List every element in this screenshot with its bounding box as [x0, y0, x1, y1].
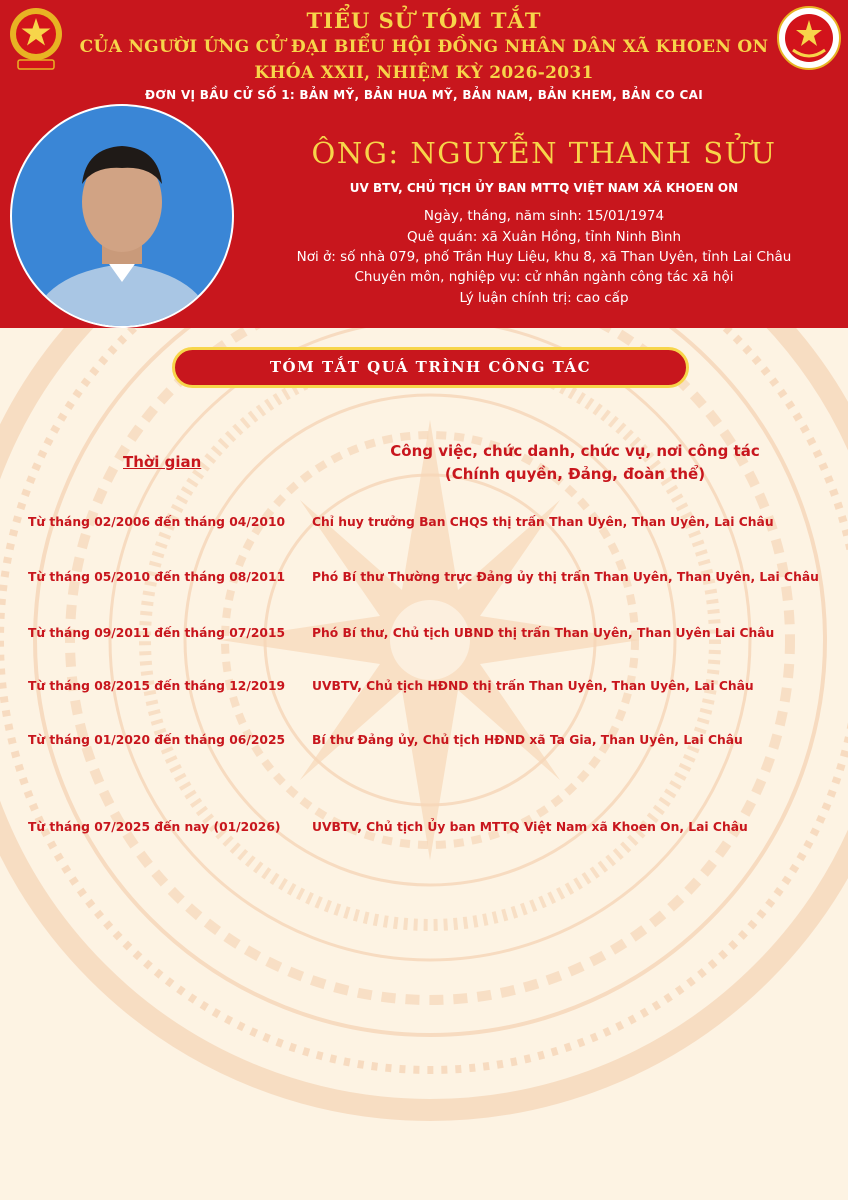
career-section-banner [172, 347, 689, 388]
info-hometown: Quê quán: xã Xuân Hồng, tỉnh Ninh Bình [407, 229, 681, 245]
header-banner [0, 0, 848, 328]
career-row-work: Bí thư Đảng ủy, Chủ tịch HĐND xã Ta Gia, Than Uyên, Lai Châu [312, 733, 743, 747]
career-row-time: Từ tháng 08/2015 đến tháng 12/2019 [28, 679, 286, 693]
info-residence: Nơi ở: số nhà 079, phố Trần Huy Liệu, khu 8, xã Than Uyên, tỉnh Lai Châu [296, 249, 792, 265]
column-header-work-line1: Công việc, chức danh, chức vụ, nơi công tác [390, 442, 760, 460]
career-section-title: TÓM TẮT QUÁ TRÌNH CÔNG TÁC [269, 358, 592, 376]
career-row-work: Phó Bí thư Thường trực Đảng ủy thị trấn Than Uyên, Than Uyên, Lai Châu [312, 570, 819, 584]
career-row-work: UVBTV, Chủ tịch HĐND thị trấn Than Uyên, Than Uyên, Lai Châu [312, 679, 754, 693]
career-row-time: Từ tháng 05/2010 đến tháng 08/2011 [28, 570, 286, 584]
candidate-position: UV BTV, CHỦ TỊCH ỦY BAN MTTQ VIỆT NAM XÃ KHOEN ON [349, 181, 739, 195]
career-row [0, 820, 848, 840]
career-row-time: Từ tháng 02/2006 đến tháng 04/2010 [28, 515, 286, 529]
column-header-work-line2: (Chính quyền, Đảng, đoàn thể) [444, 465, 706, 483]
document-subtitle-line2: KHÓA XXII, NHIỆM KỲ 2026-2031 [254, 63, 594, 83]
career-row [0, 679, 848, 699]
career-row [0, 626, 848, 646]
document-title: TIỂU SỬ TÓM TẮT [306, 8, 542, 33]
column-header-work [360, 440, 790, 486]
candidate-name: ÔNG: NGUYỄN THANH SỬU [311, 136, 777, 170]
info-political-theory: Lý luận chính trị: cao cấp [459, 290, 629, 306]
info-birthdate: Ngày, tháng, năm sinh: 15/01/1974 [423, 208, 665, 224]
career-row-work: UVBTV, Chủ tịch Ủy ban MTTQ Việt Nam xã Khoen On, Lai Châu [312, 820, 748, 834]
career-row [0, 733, 848, 753]
career-row [0, 570, 848, 590]
career-row-time: Từ tháng 07/2025 đến nay (01/2026) [28, 820, 281, 834]
fatherland-front-logo-icon [777, 6, 841, 70]
career-row-time: Từ tháng 09/2011 đến tháng 07/2015 [28, 626, 286, 640]
career-row-time: Từ tháng 01/2020 đến tháng 06/2025 [28, 733, 286, 747]
info-profession: Chuyên môn, nghiệp vụ: cử nhân ngành công tác xã hội [354, 269, 734, 285]
document-subtitle-line1: CỦA NGƯỜI ỨNG CỬ ĐẠI BIỂU HỘI ĐỒNG NHÂN DÂN XÃ KHOEN ON [79, 37, 769, 57]
career-row-work: Chỉ huy trưởng Ban CHQS thị trấn Than Uyên, Than Uyên, Lai Châu [312, 515, 774, 529]
constituency-line: ĐƠN VỊ BẦU CỬ SỐ 1: BẢN MỸ, BẢN HUA MỸ, BẢN NAM, BẢN KHEM, BẢN CO CAI [145, 88, 703, 102]
candidate-portrait [10, 104, 234, 328]
career-row [0, 515, 848, 535]
career-row-work: Phó Bí thư, Chủ tịch UBND thị trấn Than Uyên, Than Uyên Lai Châu [312, 626, 775, 640]
column-header-time: Thời gian [123, 453, 202, 471]
